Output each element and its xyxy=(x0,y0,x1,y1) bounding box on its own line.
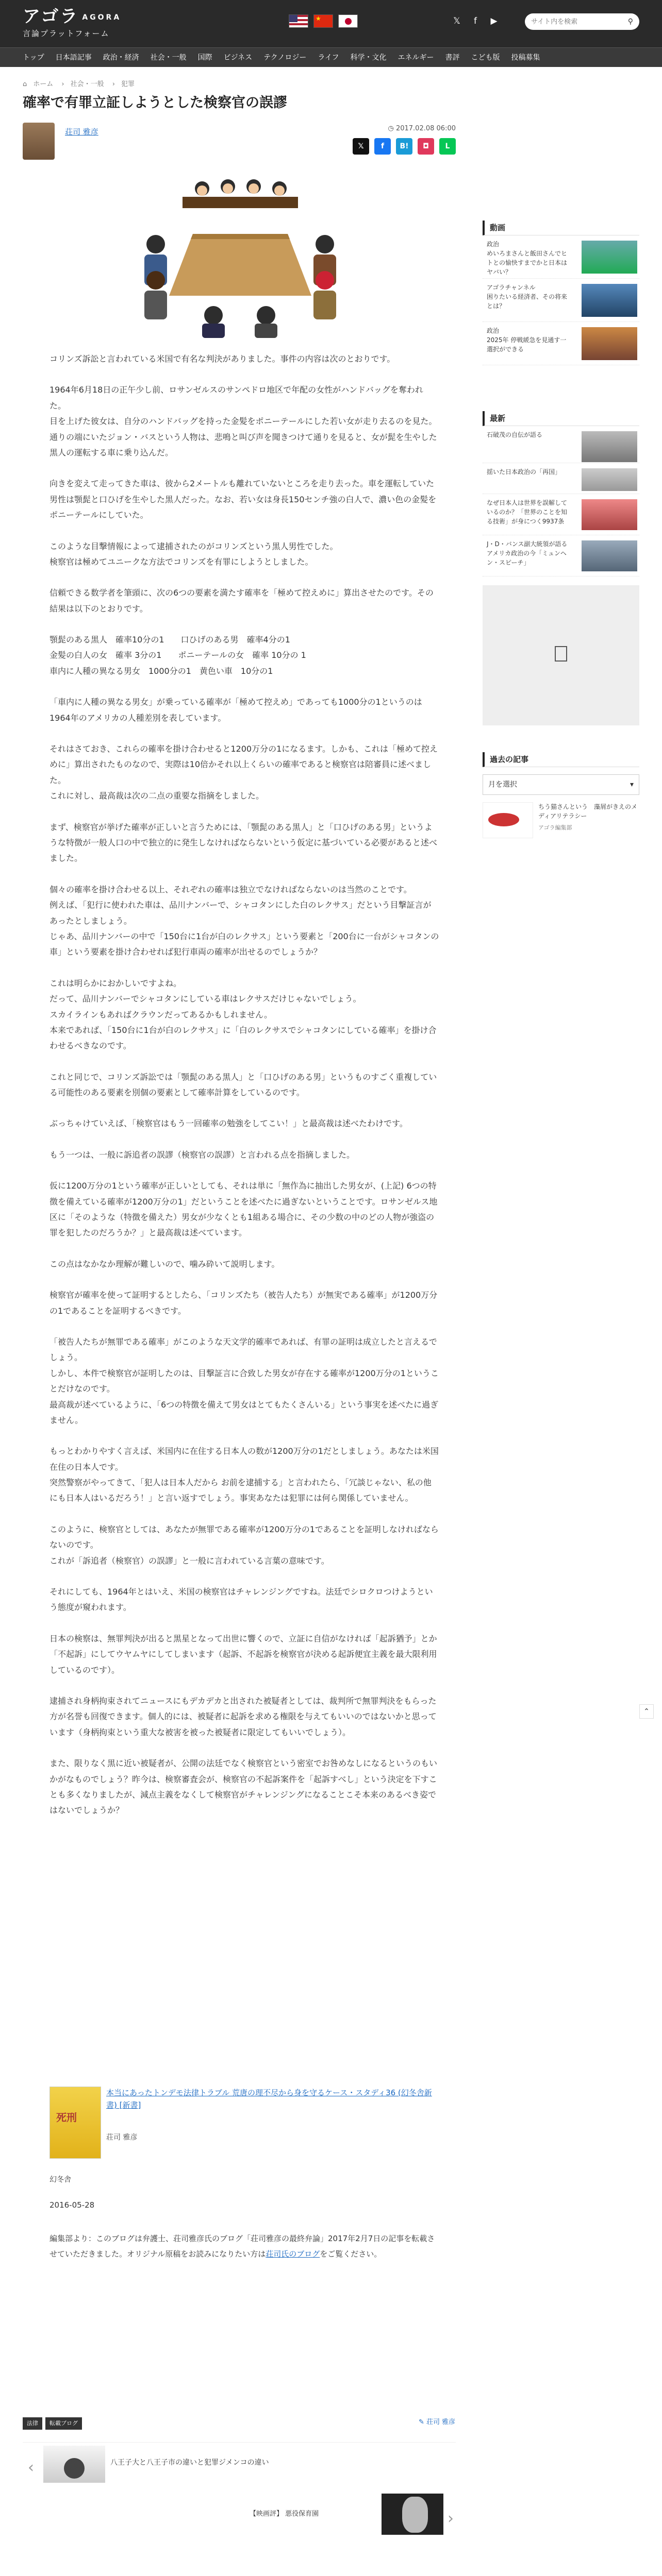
breadcrumb xyxy=(23,78,141,91)
share-buttons xyxy=(353,138,456,155)
latest-item[interactable] xyxy=(483,426,639,463)
line-share-icon[interactable]: L xyxy=(439,138,456,155)
x-icon[interactable]: 𝕏 xyxy=(453,16,460,26)
nav-item[interactable]: ライフ xyxy=(318,53,339,62)
archive-month-select[interactable]: 月を選択 ▾ xyxy=(483,774,639,795)
article-paragraph: これは明らかにおかしいですよね。 だって、品川ナンバーでシャコタンにしている車はレクサスだけじゃないでしょう。 スカイラインもあればクラウンだってあるかもしれません。 本来であれば、「150台に1台が白のレクサス」に「白のレクサスでシャコタンにしている確率」を掛け合わせるべきなのです。 xyxy=(49,978,437,1051)
latest-title: 石破茂の自伝が語る xyxy=(487,431,543,438)
video-title: アゴラチャンネル 困りたいる経済者、その将来とは？ xyxy=(487,284,568,310)
tag-item[interactable]: 転載ブログ xyxy=(45,2417,82,2430)
nav-item[interactable]: 政治・経済 xyxy=(103,53,139,62)
latest-heading: 最新 xyxy=(483,411,639,426)
article-paragraph: これと同じで、コリンズ訴訟では「顎髭のある黒人」と「口ひげのある男」というものすごく重複している可能性のある要素を別個の要素として確率計算をしているのです。 xyxy=(49,1072,437,1098)
language-flags xyxy=(289,14,358,28)
latest-thumbnail xyxy=(582,540,637,571)
video-item[interactable] xyxy=(483,322,639,365)
tag-list xyxy=(23,2417,82,2430)
video-thumbnail xyxy=(582,241,637,274)
home-icon: ⌂ xyxy=(23,80,27,88)
article-paragraph: 逮捕され身柄拘束されてニュースにもデカデカと出された被疑者としては、裁判所で無罪判決をもらった方が名誉も回復できます。個人的には、被疑者に起訴を求める権限を与えてもいいのではないかと思っています（身柄拘束という重大な被害を被った被疑者に限定してもいいでしょう）。 xyxy=(49,1696,437,1737)
video-thumbnail xyxy=(582,327,637,360)
x-share-icon[interactable]: 𝕏 xyxy=(353,138,369,155)
editor-note-suffix: をご覧ください。 xyxy=(320,2249,382,2259)
ad-placeholder[interactable] xyxy=(483,585,639,725)
breadcrumb-item[interactable]: 社会・一般 xyxy=(70,80,104,88)
sidebar-latest xyxy=(483,411,639,577)
video-thumbnail xyxy=(582,284,637,317)
article-paragraph: また、限りなく黒に近い被疑者が、公開の法廷でなく検察官という密室でお咎めなしになるというのもいかがなものでしょう？昨今は、検察審査会が、検察官の不起訴案件を「起訴すべし」という決定を下すことも多くなりましたが、減点主義をなくして検察官がチャレンジングになることこそ本来のあるべき姿ではないでしょうか？ xyxy=(49,1758,438,1816)
article-paragraph: このように、検察官としては、あなたが無罪である確率が1200万分の1であることを証明しなければならないのです。 これが「訴追者（検察官）の誤謬」と一般に言われている言葉の意味です。 xyxy=(49,1524,439,1566)
scroll-top-button[interactable]: ⌃ xyxy=(639,1704,654,1719)
main-nav xyxy=(0,47,662,67)
article-paragraph: まず、検察官が挙げた確率が正しいと言うためには、「顎髭のある黒人」と「口ひげのある男」というような特徴が一般人口の中で独立的に発生しなければならないという仮定に基づいている必要があると述べました。 xyxy=(49,822,438,863)
breadcrumb-item[interactable]: ホーム xyxy=(33,80,54,88)
social-icons xyxy=(451,15,500,27)
nav-item[interactable]: 投稿募集 xyxy=(511,53,540,62)
article-paragraph: 仮に1200万分の1という確率が正しいとしても、それは単に「無作為に抽出した男女が、(上記) 6つの特徴を備えている確率が1200万分の1」だということを述べたに過ぎないということです。ロサンゼルス地区に「そのような（特徴を備えた）男女が少なくとも1組ある場合に、その少数の中のどの人物が強盗の罪を犯したのだろうか？」と最高裁は述べています。 xyxy=(49,1181,438,1238)
tag-author-text: 荘司 雅彦 xyxy=(426,2418,456,2426)
book-publisher: 幻冬舎 xyxy=(49,2176,71,2184)
nav-item[interactable]: エネルギー xyxy=(398,53,434,62)
article-paragraph: 検察官が確率を使って証明するとしたら、「コリンズたち（被告人たち）が無実である確率」が1200万分の1であることを証明するべきです。 xyxy=(49,1290,438,1316)
latest-title: 揺いた日本政治の「再国」 xyxy=(487,468,561,476)
article-paragraph: ぶっちゃけていえば、「検察官はもう一回確率の勉強をしてこい！」と最高裁は述べたわけです。 xyxy=(49,1118,408,1129)
article-paragraph: 「車内に人種の異なる男女」が乗っている確率が「極めて控えめ」であっても1000分の1というのは1964年のアメリカの人種差別を表しています。 xyxy=(49,697,422,723)
latest-thumbnail xyxy=(582,468,637,491)
search-input[interactable] xyxy=(531,18,619,26)
article-paragraph: もっとわかりやすく言えば、米国内に在住する日本人の数が1200万分の1だとしましょう。あなたは米国在住の日本人です。 突然警察がやってきて、「犯人は日本人だから お前を逮捕する」と言われたら、「冗談じゃない、私の他にも日本人はいるだろう！」と言い返すでしょう。事実あなたは犯罪には何ら関係していません。 xyxy=(49,1446,439,1503)
video-title: 政治 2025年 停戦緩急を見通す一選択ができる xyxy=(487,327,567,353)
ad-area xyxy=(49,2308,439,2406)
chevron-right-icon: › xyxy=(112,80,115,88)
nav-item[interactable]: ビジネス xyxy=(223,53,253,62)
cn-flag-icon[interactable]: ★ xyxy=(313,14,333,28)
facebook-share-icon[interactable]: f xyxy=(374,138,391,155)
nav-item[interactable]: 書評 xyxy=(445,53,460,62)
latest-thumbnail xyxy=(582,431,637,462)
article-paragraph: 信頼できる数学者を筆頭に、次の6つの要素を満たす確率を「極めて控えめに」算出させたのです。その結果は以下のとおりです。 xyxy=(49,588,434,614)
source-blog-link[interactable]: 荘司氏のブログ xyxy=(266,2249,320,2259)
article-paragraph: 向きを変えて走ってきた車は、彼から2メートルも離れていないところを走り去った。車を運転していた男性は顎髭と口ひげを生やした黒人だった。なお、若い女は身長150センチ強の白人で、濃い色の金髪をポニーテールにしていた。 xyxy=(49,479,437,520)
site-logo[interactable] xyxy=(23,6,121,39)
nav-item[interactable]: 社会・一般 xyxy=(150,53,187,62)
article-paragraph: 「被告人たちが無罪である確率」がこのような天文学的確率であれば、有罪の証明は成立したと言えるでしょう。 しかし、本件で検察官が証明したのは、目撃証言に合致した男女が存在する確率が1200万分の1ということだけなのです。 最高裁が述べているように、「6つの特徴を備えて男女はとてもたくさんいる」という事実を述べたに過ぎません。 xyxy=(49,1336,439,1425)
sidebar-archive xyxy=(483,752,639,849)
youtube-icon[interactable]: ▶ xyxy=(490,16,498,26)
article-paragraph: 1964年6月18日の正午少し前、ロサンゼルスのサンペドロ地区で年配の女性がハンドバッグを奪われた。 目を上げた彼女は、自分のハンドバッグを持った金髪をポニーテールにした若い女が走り去るのを見た。通りの端にいたジョン・バスという人物は、悲鳴と叫び声を聞きつけて通りを見ると、女が髭を生やした黒人の運転する車に乗り込んだ。 xyxy=(49,385,437,457)
next-article[interactable] xyxy=(250,2494,456,2535)
nav-item[interactable]: テクノロジー xyxy=(263,53,307,62)
author-avatar[interactable] xyxy=(23,123,55,160)
tag-item[interactable]: 法律 xyxy=(23,2417,42,2430)
archive-item[interactable] xyxy=(483,802,639,849)
sidebar-videos xyxy=(483,221,639,365)
next-article-title: 【映画評】 悪役保育園 xyxy=(250,2510,319,2518)
article-title: 確率で有罪立証しようとした検察官の誤謬 xyxy=(23,95,287,111)
pocket-share-icon[interactable]: ◘ xyxy=(418,138,434,155)
editor-note xyxy=(49,2231,439,2262)
nav-item[interactable]: 国際 xyxy=(197,53,212,62)
search-box xyxy=(525,13,639,30)
video-heading: 動画 xyxy=(483,221,639,235)
editor-note-text: 編集部より：このブログは弁護士、荘司雅彦氏のブログ「荘司雅彦の最終弁論」2017年2月7日の記事を転載させていただきました。オリジナル原稿をお読みになりたい方は xyxy=(49,2234,435,2259)
nav-item[interactable]: トップ xyxy=(23,53,44,62)
latest-title: J・D・バンス副大統領が語るアメリカ政治の今「ミュンヘン・スピーチ」 xyxy=(487,540,568,566)
jp-flag-icon[interactable] xyxy=(338,14,358,28)
article-paragraph: コリンズ訴訟と言われている米国で有名な判決がありました。事件の内容は次のとおりです。 xyxy=(49,354,395,364)
latest-item[interactable] xyxy=(483,535,639,577)
next-article-thumbnail xyxy=(382,2494,443,2535)
author-row xyxy=(23,123,456,164)
logo-text: アゴラ xyxy=(23,6,79,27)
book-cover-image[interactable] xyxy=(49,2087,101,2159)
article-paragraph: 日本の検察は、無罪判決が出ると黒星となって出世に響くので、立証に自信がなければ「起訴猶予」とか「不起訴」にしてウヤムヤにしてしまいます（起訴、不起訴を検察官が決める起訴便宜主義を最大限利用しているのです）。 xyxy=(49,1633,437,1675)
nav-item[interactable]: 日本語記事 xyxy=(55,53,92,62)
search-icon[interactable]: ⚲ xyxy=(627,17,633,26)
article-paragraph: 顎髭のある黒人 確率10分の1 口ひげのある男 確率4分の1 金髪の白人の女 確率 3分の1 ポニーテールの女 確率 10分の 1 車内に人種の異なる男女 1000分の1 黄色い車 10分の1 xyxy=(49,635,306,676)
article-paragraph: 個々の確率を掛け合わせる以上、それぞれの確率は独立でなければならないのは当然のことです。 例えば、「犯行に使われた車は、品川ナンバーで、シャコタンにした白のレクサス」だという目撃証言があったとしましょう。 じゃあ、品川ナンバーの中で「150台に1台が白のレクサス」という要素と「200台に一台がシャコタンの車」という要素を掛け合わせれば犯行車両の確率が出せるのでしょうか？ xyxy=(49,884,439,957)
archive-title: ちう猫さんという 藻屑がきえのメディアリテラシー xyxy=(538,803,638,820)
prev-article-thumbnail xyxy=(43,2446,105,2483)
facebook-icon[interactable]: f xyxy=(474,16,477,26)
chevron-right-icon: › xyxy=(61,80,64,88)
publish-date-text: 2017.02.08 06:00 xyxy=(395,125,456,132)
top-header xyxy=(0,0,662,47)
video-title: 政治 めいろまさんと飯田さんでヒトとの愉快すまでかと日本はヤバい？ xyxy=(487,241,568,276)
us-flag-icon[interactable] xyxy=(289,14,308,28)
hatena-share-icon[interactable]: B! xyxy=(396,138,412,155)
logo-sub: AGORA xyxy=(82,13,122,22)
tag-author-link[interactable]: ✎ 荘司 雅彦 xyxy=(419,2418,456,2426)
author-link[interactable]: 荘司 雅彦 xyxy=(65,127,98,137)
logo-tagline: 言論プラットフォーム xyxy=(23,28,110,38)
sidebar-ad xyxy=(483,585,639,725)
chevron-left-icon: ‹ xyxy=(28,2459,34,2477)
latest-item[interactable] xyxy=(483,463,639,494)
archive-thumbnail xyxy=(483,802,533,838)
article-paragraph: もう一つは、一般に訴追者の誤謬（検察官の誤謬）と言われる点を指摘しました。 xyxy=(49,1149,355,1160)
video-item[interactable] xyxy=(483,279,639,322)
article-paragraph: このような目撃情報によって逮捕されたのがコリンズという黒人男性でした。 検察官は極めてユニークな方法でコリンズを有罪にしようとしました。 xyxy=(49,541,338,567)
latest-item[interactable] xyxy=(483,494,639,535)
article-body xyxy=(49,351,439,1834)
courtroom-illustration xyxy=(126,177,355,338)
archive-author: アゴラ編集部 xyxy=(538,824,572,831)
nav-item[interactable]: こども版 xyxy=(471,53,500,62)
article-paragraph: それはさておき、これらの確率を掛け合わせると1200万分の1になるます。しかも、これは「極めて控えめに」算出されたものなので、実際は10倍かそれ以上くらいの確率であると検察官は陪審員に述べました。 これに対し、最高裁は次の二点の重要な指摘をしました。 xyxy=(49,744,438,801)
article-paragraph: この点はなかなか理解が難しいので、噛み砕いて説明します。 xyxy=(49,1259,280,1269)
chevron-right-icon: › xyxy=(448,2510,454,2528)
archive-heading: 過去の記事 xyxy=(483,752,639,767)
book-author: 荘司 雅彦 xyxy=(106,2133,138,2142)
latest-title: なぜ日本人は世界を誤解しているのか？「世界のことを知る技術」が身につく9937条 xyxy=(487,499,568,525)
nav-item[interactable]: 科学・文化 xyxy=(350,53,387,62)
post-date: 2016-05-28 xyxy=(49,2200,95,2210)
publish-date: ◷ 2017.02.08 06:00 xyxy=(388,125,456,132)
breadcrumb-item[interactable]: 犯罪 xyxy=(121,80,135,88)
book-title-link[interactable]: 本当にあったトンデモ法律トラブル 荒唐の理不尽から身を守るケース・スタディ36 (幻冬舎新書) [新書] xyxy=(106,2088,432,2110)
book-card xyxy=(49,2087,439,2184)
prev-article-title: 八王子大と八王子市の違いと犯罪ジメンコの違い xyxy=(110,2459,269,2467)
prev-article[interactable] xyxy=(23,2442,456,2483)
article-paragraph: それにしても、1964年とはいえ、米国の検察官はチャレンジングですね。法廷でシロクロつけようという態度が窺われます。 xyxy=(49,1587,433,1613)
latest-thumbnail xyxy=(582,499,637,530)
document-icon xyxy=(555,646,567,662)
video-item[interactable] xyxy=(483,235,639,279)
